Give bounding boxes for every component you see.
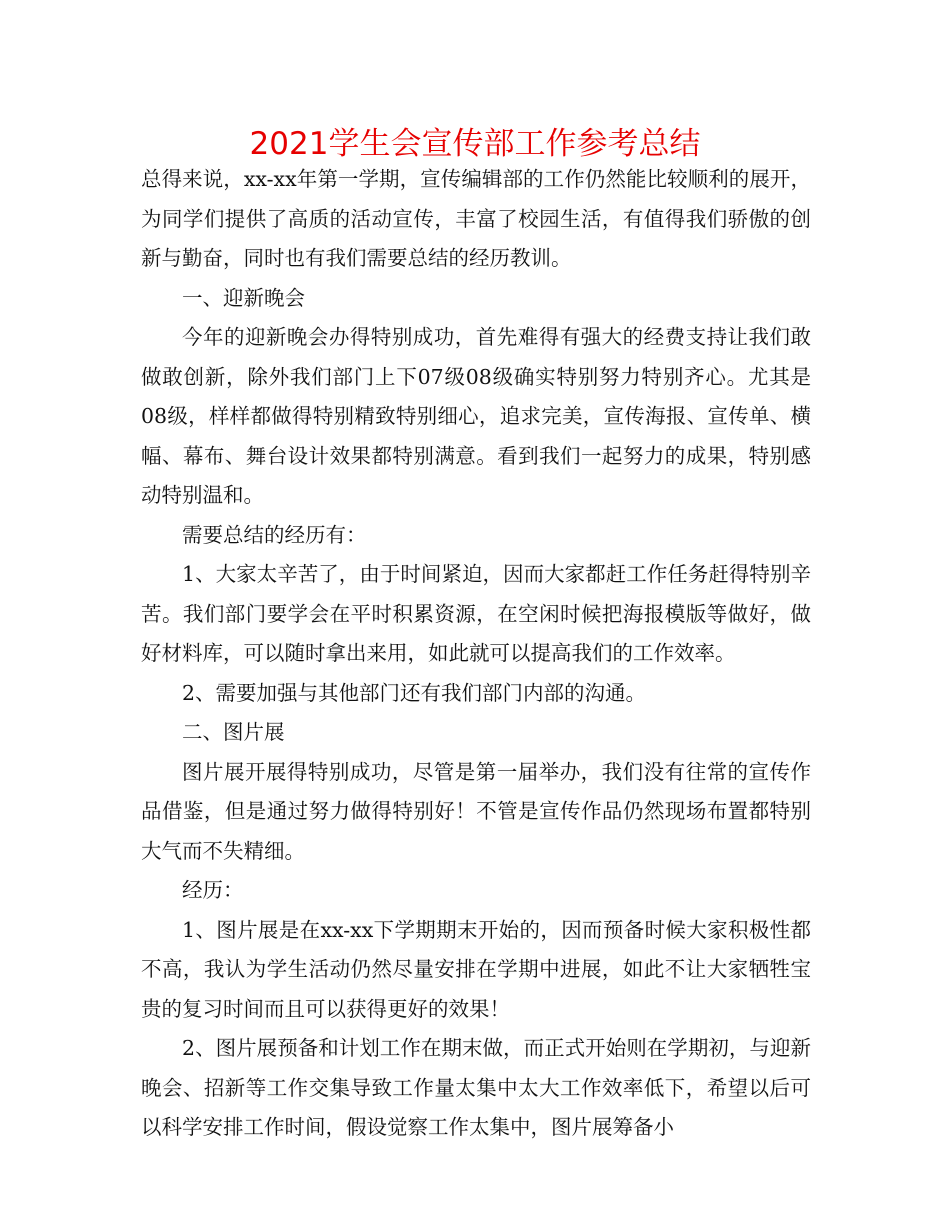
paragraph-intro: 总得来说，xx-xx年第一学期，宣传编辑部的工作仍然能比较顺利的展开，为同学们提供了高质的活动宣传，丰富了校园生活，有值得我们骄傲的创新与勤奋，同时也有我们需要总结的经历教训。 [141,167,811,270]
paragraph-lesson-1: 1、大家太辛苦了，由于时间紧迫，因而大家都赶工作任务赶得特别辛苦。我们部门要学会在平时积累资源，在空闲时候把海报模版等做好，做好材料库，可以随时拿出来用，如此就可以提高我们的工作效率。 [141,562,811,665]
section-heading-photo-exhibit: 二、图片展 [182,720,285,744]
document-body [141,160,811,1148]
section-heading-welcome-party: 一、迎新晚会 [182,285,305,310]
document-title: 2021学生会宣传部工作参考总结 [249,126,701,162]
paragraph-experience-heading: 经历： [182,878,244,902]
paragraph-experience-1: 1、图片展是在xx-xx下学期期末开始的，因而预备时候大家积极性都不高，我认为学生活动仍然尽量安排在学期中进展，如此不让大家牺牲宝贵的复习时间而且可以获得更好的效果！ [141,917,811,1021]
paragraph-photo-exhibit: 图片展开展得特别成功，尽管是第一届举办，我们没有往常的宣传作品借鉴，但是通过努力做得特别好！不管是宣传作品仍然现场布置都特别大气而不失精细。 [141,759,811,863]
paragraph-lessons-heading: 需要总结的经历有： [182,522,367,547]
paragraph-experience-2: 2、图片展预备和计划工作在期末做，而正式开始则在学期初，与迎新晚会、招新等工作交集导致工作量太集中太大工作效率低下，希望以后可以科学安排工作时间，假设觉察工作太集中，图片展筹备小 [141,1036,811,1139]
paragraph-welcome-party: 今年的迎新晚会办得特别成功，首先难得有强大的经费支持让我们敢做敢创新，除外我们部门上下07级08级确实特别努力特别齐心。尤其是08级，样样都做得特别精致特别细心，追求完美，宣传海报、宣传单、横幅、幕布、舞台设计效果都特别满意。看到我们一起努力的成果，特别感动特别温和。 [141,325,811,507]
paragraph-lesson-2: 2、需要加强与其他部门还有我们部门内部的沟通。 [182,680,647,705]
